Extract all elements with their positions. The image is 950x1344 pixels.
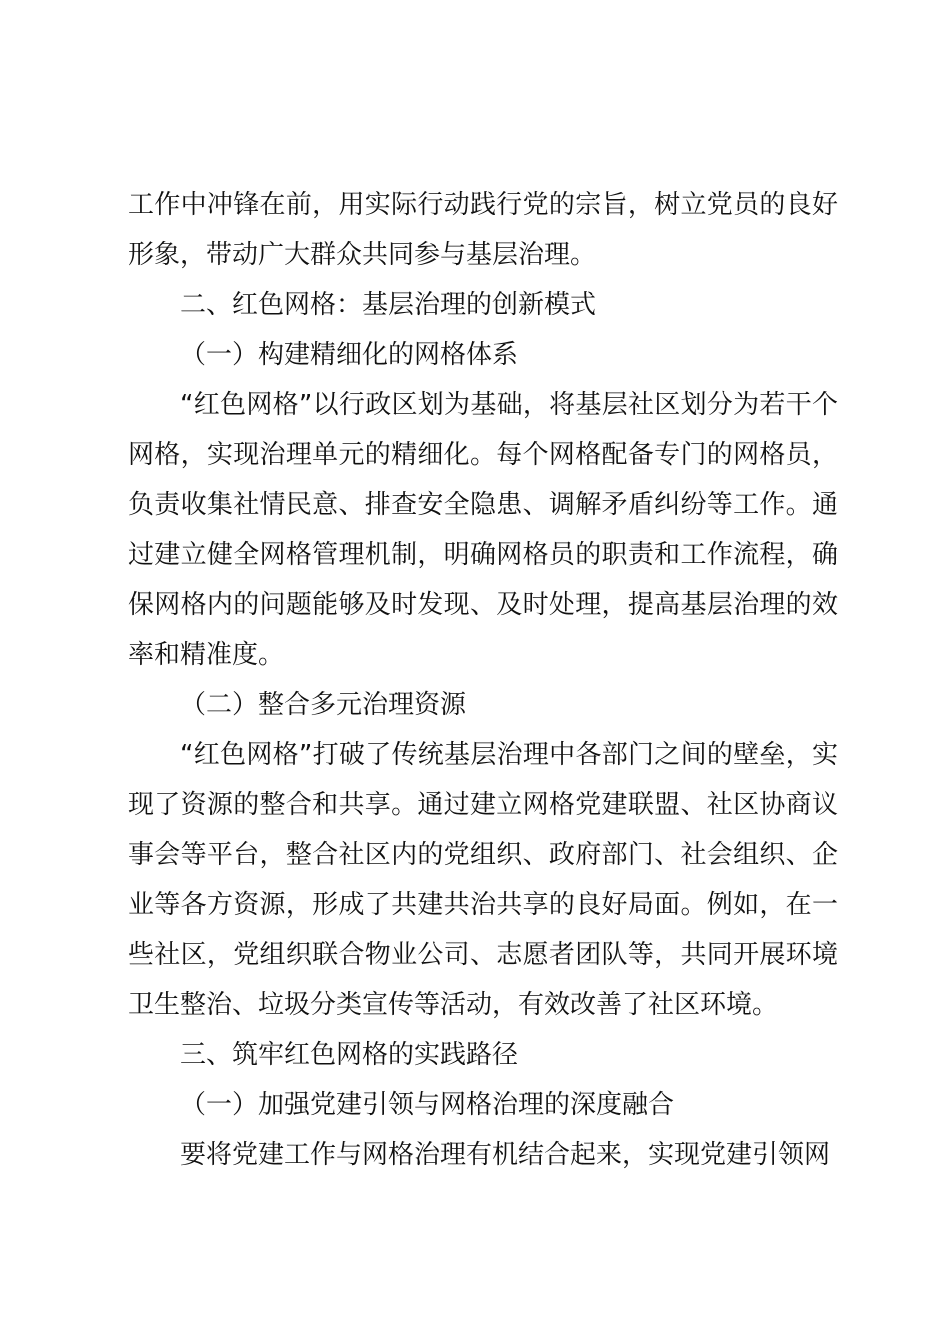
paragraph-grid-system: “红色网格”以行政区划为基础，将基层社区划分为若干个网格，实现治理单元的精细化。每个网格配备专门的网格员，负责收集社情民意、排查安全隐患、调解矛盾纠纷等工作。通过建立健全网格管理机制，明确网格员的职责和工作流程，确保网格内的问题能够及时发现、及时处理，提高基层治理的效率和精准度。 (128, 390, 838, 670)
section-heading-3: 三、筑牢红色网格的实践路径 (180, 1040, 519, 1070)
subsection-heading-2-2: （二）整合多元治理资源 (180, 690, 467, 720)
subsection-heading-3-1: （一）加强党建引领与网格治理的深度融合 (180, 1090, 675, 1120)
paragraph-party-building: 要将党建工作与网格治理有机结合起来，实现党建引领网 (180, 1140, 831, 1170)
subsection-heading-2-1: （一）构建精细化的网格体系 (180, 340, 519, 370)
section-heading-2: 二、红色网格：基层治理的创新模式 (180, 290, 597, 320)
document-body (128, 180, 838, 1180)
paragraph-continuation: 工作中冲锋在前，用实际行动践行党的宗旨，树立党员的良好形象，带动广大群众共同参与基层治理。 (128, 190, 838, 270)
paragraph-resource-integration: “红色网格”打破了传统基层治理中各部门之间的壁垒，实现了资源的整合和共享。通过建立网格党建联盟、社区协商议事会等平台，整合社区内的党组织、政府部门、社会组织、企业等各方资源，形成了共建共治共享的良好局面。例如，在一些社区，党组织联合物业公司、志愿者团队等，共同开展环境卫生整治、垃圾分类宣传等活动，有效改善了社区环境。 (128, 740, 838, 1020)
